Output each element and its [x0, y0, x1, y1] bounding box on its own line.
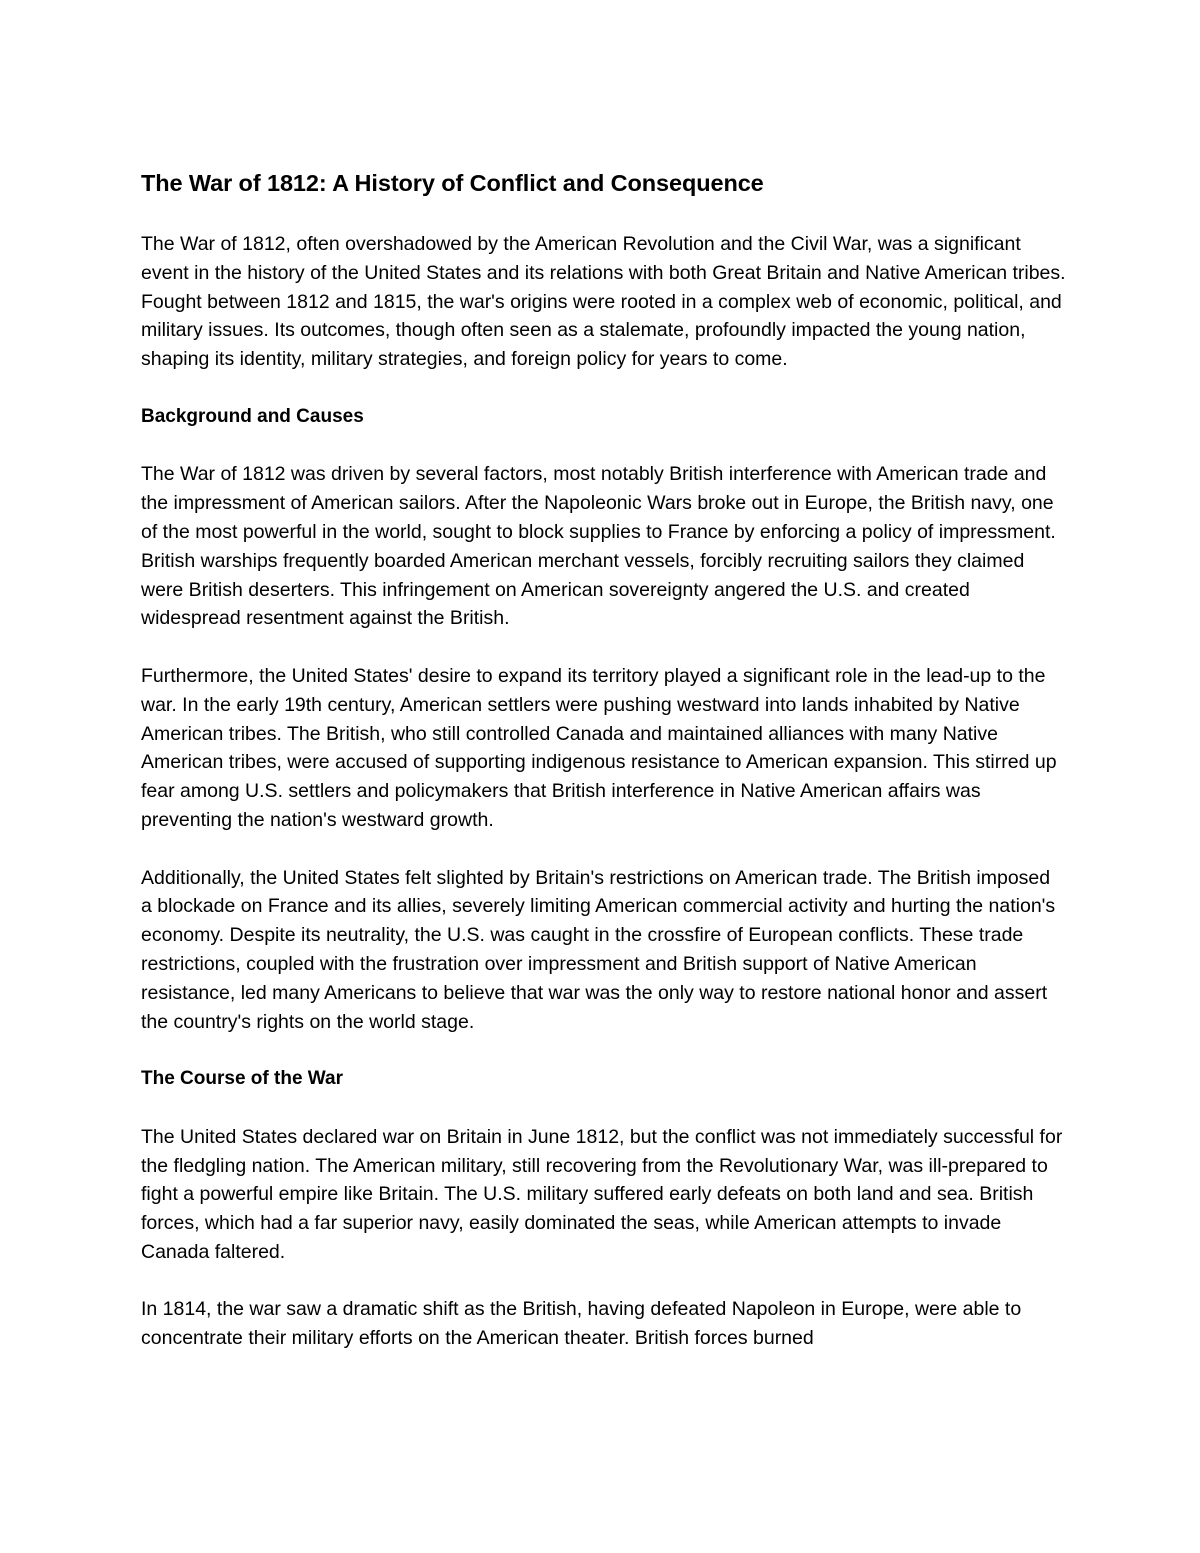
section-heading-background: Background and Causes: [141, 405, 364, 427]
section-heading-course: The Course of the War: [141, 1068, 343, 1090]
body-paragraph: Furthermore, the United States' desire to expand its territory played a significant role in the lead-up to the war. In the early 19th century, American settlers were pushing westward into lands inhabited by Native American tribes. The British, who still controlled Canada and maintained alliances with many Native American tribes, were accused of supporting indigenous resistance to American expansion. This stirred up fear among U.S. settlers and policymakers that British interference in Native American affairs was preventing the nation's westward growth.: [141, 664, 1057, 831]
intro-paragraph: The War of 1812, often overshadowed by the American Revolution and the Civil War, was a significant event in the history of the United States and its relations with both Great Britain and Native American tribes. Fought between 1812 and 1815, the war's origins were rooted in a complex web of economic, political, and military issues. Its outcomes, though often seen as a stalemate, profoundly impacted the young nation, shaping its identity, military strategies, and foreign policy for years to come.: [141, 233, 1066, 371]
body-paragraph: Additionally, the United States felt slighted by Britain's restrictions on American trade. The British imposed a blockade on France and its allies, severely limiting American commercial activity and hurting the nation's economy. Despite its neutrality, the U.S. was caught in the crossfire of European conflicts. These trade restrictions, coupled with the frustration over impressment and British support of Native American resistance, led many Americans to believe that war was the only way to restore national honor and assert the country's rights on the world stage.: [141, 866, 1056, 1033]
body-paragraph: In 1814, the war saw a dramatic shift as the British, having defeated Napoleon in Europe, were able to concentrate their military efforts on the American theater. British forces burned: [141, 1298, 1022, 1350]
body-paragraph: The War of 1812 was driven by several factors, most notably British interference with American trade and the impressment of American sailors. After the Napoleonic Wars broke out in Europe, the British navy, one of the most powerful in the world, sought to block supplies to France by enforcing a policy of impressment. British warships frequently boarded American merchant vessels, forcibly recruiting sailors they claimed were British deserters. This infringement on American sovereignty angered the U.S. and created widespread resentment against the British.: [141, 463, 1056, 630]
document-page: [141, 168, 1066, 1353]
document-title: The War of 1812: A History of Conflict and Consequence: [141, 170, 764, 196]
body-paragraph: The United States declared war on Britain in June 1812, but the conflict was not immediately successful for the fledgling nation. The American military, still recovering from the Revolutionary War, was ill-prepared to fight a powerful empire like Britain. The U.S. military suffered early defeats on both land and sea. British forces, which had a far superior navy, easily dominated the seas, while American attempts to invade Canada faltered.: [141, 1125, 1063, 1263]
